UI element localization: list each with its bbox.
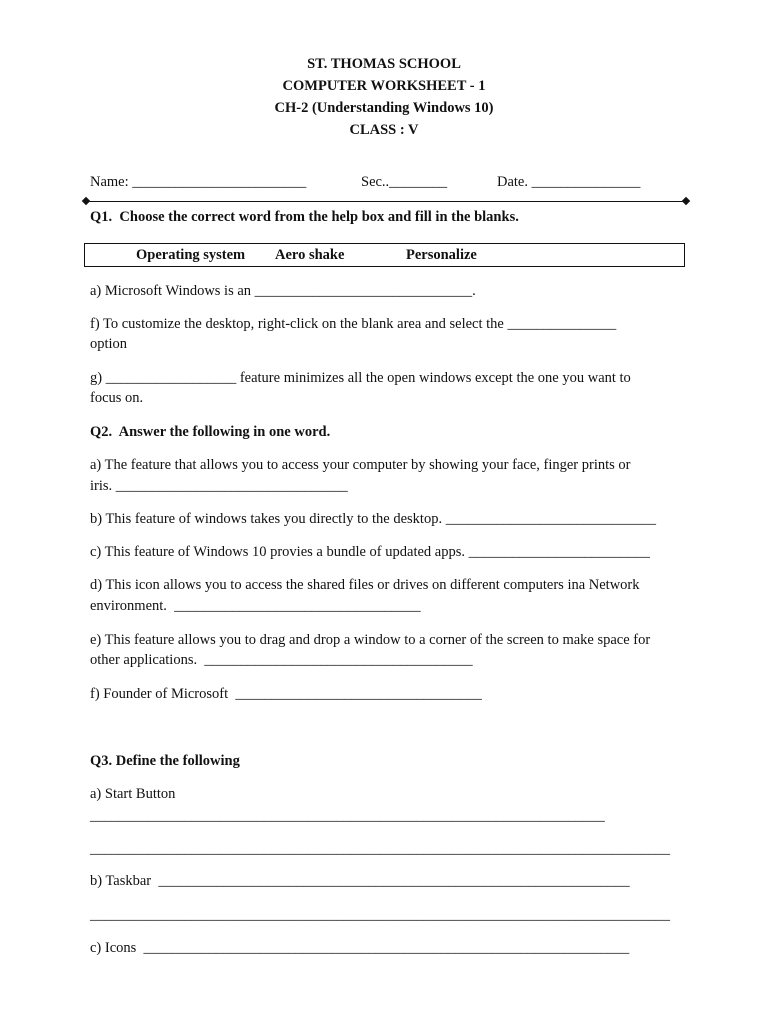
q2-item-d-line2: environment. __________________________________ bbox=[90, 598, 421, 614]
worksheet-title: COMPUTER WORKSHEET - 1 bbox=[282, 78, 486, 94]
q1-title: Q1. Choose the correct word from the help box and fill in the blanks. bbox=[90, 209, 519, 225]
name-field: Name: ________________________ bbox=[90, 174, 307, 190]
q3-title: Q3. Define the following bbox=[90, 753, 240, 769]
q2-item-d-line1: d) This icon allows you to access the shared files or drives on different computers ina Network bbox=[90, 577, 640, 593]
q2-title: Q2. Answer the following in one word. bbox=[90, 424, 331, 440]
school-name: ST. THOMAS SCHOOL bbox=[307, 56, 461, 72]
divider-rule bbox=[86, 201, 688, 202]
q1-item-a: a) Microsoft Windows is an ______________________________. bbox=[90, 283, 476, 299]
q2-item-e-line2: other applications. _____________________________________ bbox=[90, 652, 473, 668]
q2-item-f: f) Founder of Microsoft __________________________________ bbox=[90, 686, 482, 702]
help-word-aero-shake: Aero shake bbox=[275, 247, 345, 263]
q3-item-a-label: a) Start Button bbox=[90, 786, 176, 802]
q2-item-e-line1: e) This feature allows you to drag and drop a window to a corner of the screen to make space for bbox=[90, 632, 651, 648]
help-word-personalize: Personalize bbox=[406, 247, 477, 263]
q3-item-c-label: c) Icons ___________________________________________________________________ bbox=[90, 940, 630, 956]
section-field: Sec..________ bbox=[361, 174, 448, 190]
chapter-title: CH-2 (Understanding Windows 10) bbox=[274, 100, 494, 116]
q3-item-b-label: b) Taskbar _________________________________________________________________ bbox=[90, 873, 630, 889]
q2-item-c: c) This feature of Windows 10 provies a bundle of updated apps. _________________________ bbox=[90, 544, 650, 560]
help-box bbox=[84, 243, 685, 267]
q1-item-g-line2: focus on. bbox=[90, 390, 144, 406]
rule-right-diamond-icon bbox=[682, 197, 690, 205]
help-word-operating-system: Operating system bbox=[136, 247, 246, 263]
rule-left-diamond-icon bbox=[82, 197, 90, 205]
class-label: CLASS : V bbox=[349, 122, 419, 138]
q1-item-g-line1: g) __________________ feature minimizes all the open windows except the one you want to bbox=[90, 370, 631, 386]
q2-item-a-line2: iris. ________________________________ bbox=[90, 478, 348, 494]
q1-item-f-line1: f) To customize the desktop, right-click on the blank area and select the _______________ bbox=[90, 316, 617, 332]
date-field: Date. _______________ bbox=[497, 174, 641, 190]
q2-item-b: b) This feature of windows takes you directly to the desktop. _____________________________ bbox=[90, 511, 656, 527]
q3-item-a-line2: ________________________________________________________________________________ bbox=[90, 841, 670, 857]
q1-item-f-line2: option bbox=[90, 336, 128, 352]
q2-item-a-line1: a) The feature that allows you to access your computer by showing your face, finger prints or bbox=[90, 457, 631, 473]
q3-item-b-line2: ________________________________________________________________________________ bbox=[90, 907, 670, 923]
q3-item-a-line1: _______________________________________________________________________ bbox=[90, 808, 605, 824]
